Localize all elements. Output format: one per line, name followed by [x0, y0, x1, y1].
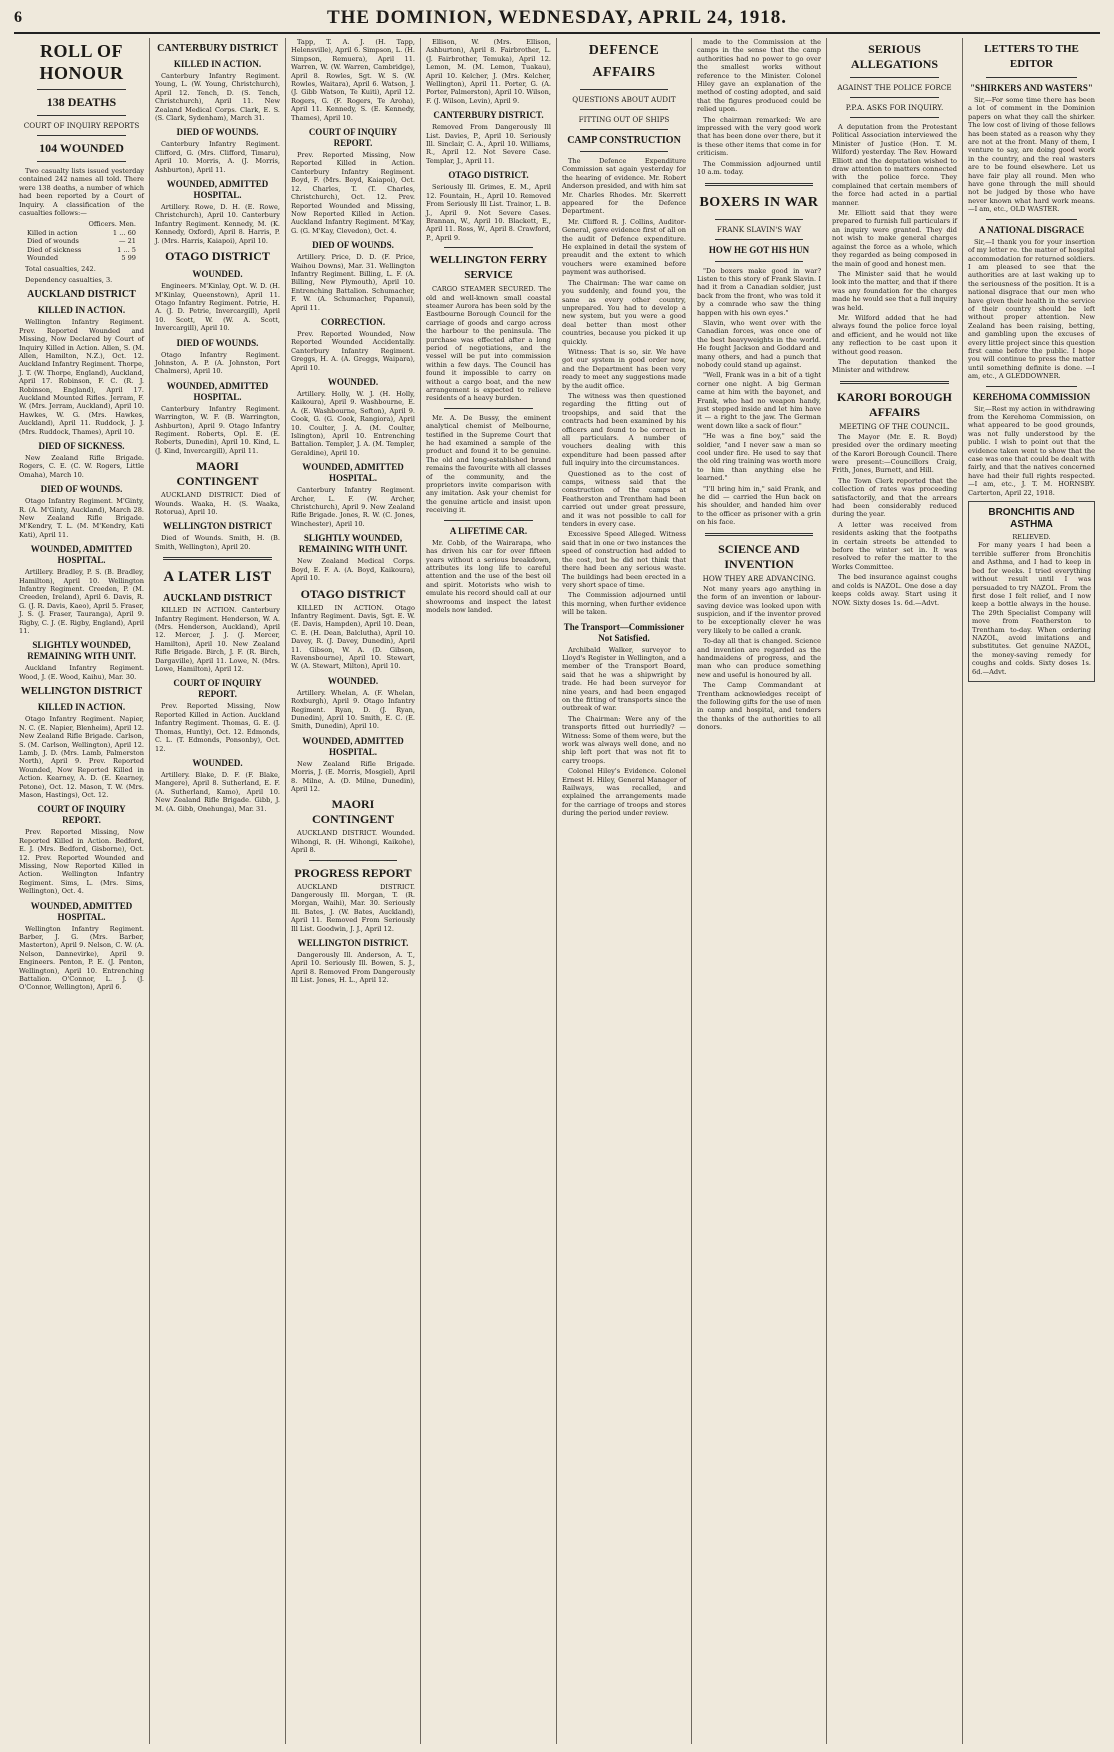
section-heading: SLIGHTLY WOUNDED, REMAINING WITH UNIT.: [298, 533, 408, 555]
section-body: Prev. Reported Missing, Now Reported Killed in Action. Canterbury Infantry Regiment. Boyd, F. (Mrs. Boyd, Kaiapoi), Oct. 12. Charles, T. (T. Charles, Christchurch), Oct. 12. Prev. Reported Wounded and Missing, Now Reported Killed in Action. Auckland Infantry Regiment. M'Kay, G. (G. M'Kay, Clevedon), Oct. 4.: [291, 151, 415, 235]
article-paragraph: The Mayor (Mr. E. R. Boyd) presided over the ordinary meeting of the Karori Borough Council. There were present:—Councillors Craig, Frith, Jones, Burnett, and Hill.: [832, 432, 957, 475]
section-body: Died of Wounds. Smith, H. (B. Smith, Wellington), April 20.: [155, 534, 280, 551]
column-6: [692, 38, 827, 1744]
section-body: Dangerously Ill. Anderson, A. T., April 10. Seriously Ill. Bowen, S. J., April 8. Removed From Dangerously Ill List. Jones, H. L., April 12.: [291, 951, 415, 985]
letter-title: "SHIRKERS AND WASTERS": [970, 83, 1093, 93]
section-body: New Zealand Rifle Brigade. Morris, J. (E. Morris, Mosgiel), April 8. Milne, A. (D. Milne, Dunedin), April 12.: [291, 759, 415, 793]
article-paragraph: The Defence Expenditure Commission sat again yesterday for the hearing of evidence. Mr. Robert Anderson presided, and with him sat Mr. Charles Rhodes. Mr. Skerrett appeared for the Defence Department.: [562, 157, 686, 216]
maori-contingent-heading: MAORI CONTINGENT: [176, 459, 259, 489]
section-heading: WOUNDED, ADMITTED HOSPITAL.: [302, 462, 404, 484]
article-paragraph: The Commission adjourned until this morning, when further evidence will be taken.: [562, 591, 686, 617]
section-body: Artillery. Price, D. D. (F. Price, Waihou Downs), Mar. 31. Wellington Infantry Regiment. Billing, L. F. (A. Billing, New Plymouth), April 10. Entrenching Battalion. Schumacher, F. W. (A. Schumacher, Papanui), April 11.: [291, 253, 415, 312]
article-paragraph: Colonel Hiley's Evidence. Colonel Ernest H. Hiley, General Manager of Railways, was recalled, and explained the arrangements made for the carriage of troops and stores during the period under review.: [562, 767, 686, 818]
article-paragraph: "Do boxers make good in war? Listen to this story of Frank Slavin. I had it from a Canadian soldier, just back from the front, who was told it by a comrade who saw the thing happen with his own eyes.": [697, 266, 821, 317]
subheading: HOW THEY ARE ADVANCING.: [702, 573, 816, 583]
article-paragraph: Slavin, who went over with the Canadian forces, was once one of the best heavyweights in the world. He fought Jackson and Goddard and many others, and had a punch that nobody could stand up against.: [697, 318, 821, 369]
article-paragraph: "Well, Frank was in a bit of a tight corner one night. A big German came at him with the bayonet, and Frank, who had no weapon handy, just stepped inside and let him have it — a right to the jaw. The German went down like a sack of flour.": [697, 371, 821, 430]
section-body: Wellington Infantry Regiment. Barber, J. G. (Mrs. Barber, Masterton), April 9. Nelson, C. W. (A. Nelson, Dannevirke), April 9. Engineers. Penton, P. E. (J. Penton, Wellington), April 10. Entrenching Battalion. O'Connor, L. J. (J. O'Connor, Wellington), April 6.: [19, 924, 144, 992]
section-heading: DIED OF SICKNESS.: [38, 440, 125, 451]
letter-body: For some time there has been a lot of comment in the Dominion papers on what they call the shirker. The low cost of living of those fellows has been stated as a reason why they are not at the front. Many of them, I venture to say, are doing good work in the country, and the real wasters are to be found elsewhere. Let us have fair play all round. Men who have gone through the mill should not be judged by those who have never known what hard work means. —I am, etc., OLD WASTER.: [968, 96, 1095, 214]
article-paragraph: The Chairman: The war came on you suddenly, and found you, the same as every other country, unprepared. You had to develop a new system, but you were a good deal better than most other countries, because you picked it up quickly.: [562, 278, 686, 346]
article-paragraph: Mr. Clifford R. J. Collins, Auditor-General, gave evidence first of all on the audit of Defence expenditure. He explained in detail the system of preaudit and the extent to which vouchers were examined before payment was authorised.: [562, 217, 686, 277]
article-paragraph: A letter was received from residents asking that the footpaths in certain streets be attended to before the winter set in. It was resolved to refer the matter to the Works Committee.: [832, 520, 957, 571]
section-body: Otago Infantry Regiment. M'Ginty, R. (A. M'Ginty, Auckland), March 28. New Zealand Rifle Brigade. M'Kendry, T. L. (M. M'Kendry, Kati Kati), April 11.: [19, 497, 144, 539]
section-body: CARGO STEAMER SECURED. The old and well-known small coastal steamer Aurora has been sold by the Eastbourne Borough Council for the carriage of goods and cargo across the harbour to the peninsula. The purchase was effected after a long period of negotiations, and the vessel will be put into commission within a few days. The Council has found it impossible to carry on without a cargo boat, and the new arrangement is expected to relieve residents of a heavy burden.: [426, 285, 551, 403]
section-heading: KILLED IN ACTION.: [37, 305, 126, 316]
section-heading: DIED OF WOUNDS.: [40, 484, 123, 495]
section-heading: WOUNDED, ADMITTED HOSPITAL.: [302, 735, 404, 757]
karori-borough-headline: KARORI BOROUGH AFFAIRS: [836, 389, 952, 419]
subheading: HOW HE GOT HIS HUN: [708, 244, 810, 255]
section-body: Artillery. Whelan, A. (F. Whelan, Roxburgh), April 9. Otago Infantry Regiment. Ryan, D. (J. Ryan, Dunedin), April 10. Smith, E. C. (E. Smith, Dunedin), April 10.: [291, 688, 415, 731]
page-number: 6: [14, 9, 22, 26]
article-paragraph: "He was a fine boy," said the soldier, "and I never saw a man so cool under fire. He used to say that the old ring training was worth more to him than anything else he learned.": [697, 432, 821, 483]
section-heading: WOUNDED, ADMITTED HOSPITAL.: [166, 380, 269, 402]
article-paragraph: The Town Clerk reported that the collection of rates was proceeding satisfactorily, and that the arrears had been considerably reduced during the year.: [832, 476, 957, 519]
column-3: [286, 38, 421, 1744]
maori-contingent-heading: MAORI CONTINGENT: [311, 797, 394, 827]
section-body: Canterbury Infantry Regiment. Warrington, W. F. (B. Warrington, Ashburton), April 9. Otago Infantry Regiment. Roberts, Opl. E. (E. Roberts, Dunedin), April 10. Kind, L. (J. Kind, Invercargill), April 11.: [155, 404, 280, 455]
article-paragraph: Not many years ago anything in the form of an invention or labour-saving device was looked upon with suspicion, and if the inventor proved to be exceptionally clever he was very likely to be called a crank.: [697, 584, 821, 635]
ad-body: For many years I had been a terrible sufferer from Bronchitis and Asthma, and I had to keep in bed for weeks. I tried everything without result until I was persuaded to try NAZOL. From the first dose I felt relief, and I now keep a bottle always in the house. The 29th Specialist Company will move from Featherston to Trentham to-day. When ordering NAZOL, avoid imitations and substitutes. Get genuine NAZOL, the money-saving remedy for coughs and colds. Sixty doses 1s. 6d.—Advt.: [972, 541, 1091, 676]
stats-row: Died of wounds — 21: [27, 237, 136, 246]
article-paragraph: Mr. Elliott said that they were prepared to furnish full particulars if an inquiry were granted. They did not wish to make general charges against the force as a whole, which they regarded as being composed in the main of good and honest men.: [832, 209, 957, 268]
article-paragraph: made to the Commission at the camps in the sense that the camp authorities had no power to go over the smallest works without reference to the Minister. Colonel Hiley gave an explanation of the method of costing adopted, and said that the figures produced could be relied upon.: [697, 38, 821, 114]
dependency-casualties: Dependency casualties, 3.: [25, 275, 113, 284]
section-heading: DIED OF WOUNDS.: [176, 337, 259, 348]
article-paragraph: The Camp Commandant at Trentham acknowledges receipt of the following gifts for the use of men in camp and hospital, and tenders the thanks of the authorities to all donors.: [697, 681, 821, 732]
section-body: KILLED IN ACTION. Canterbury Infantry Regiment. Henderson, W. A. (Mrs. Henderson, Auckland), April 12. Mercer, J. J. (J. Mercer, Hamilton), April 10. New Zealand Rifle Brigade. Birch, J. F. (R. Birch, Dargaville), April 11. Lowe, N. (Mrs. Lowe, Hamilton), April 12.: [155, 606, 280, 674]
section-body: Otago Infantry Regiment. Johnston, A. P. (A. Johnston, Port Chalmers), April 10.: [155, 350, 280, 376]
section-body: Artillery. Bradley, P. S. (B. Bradley, Hamilton), April 10. Wellington Infantry Regiment. Creeden, P. (M. Creeden, Ireland), April 6. Davis, R. G. (J. R. Davis, Kaeo), April 5. Fraser, J. S. (J. Fraser, Tauranga), April 9. Rigby, C. J. (E. Rigby, England), April 11.: [19, 568, 144, 636]
advertisement-text: Mr. Cobb, of the Wairarapa, who has driven his car for over fifteen years without a serious breakdown, attributes its long life to careful attention and the use of the best oil and spirit. Motorists who wish to emulate his record should call at our showrooms and inspect the latest models now landed.: [426, 538, 551, 614]
ad-title: BRONCHITIS AND ASTHMA: [988, 507, 1075, 531]
subheading: QUESTIONS ABOUT AUDIT: [572, 95, 676, 104]
masthead: [14, 4, 1100, 34]
subheading: The Transport—Commissioner Not Satisfied.: [563, 621, 685, 643]
stats-row: Killed in action 1 ... 60: [27, 228, 136, 237]
article-paragraph: The deputation thanked the Minister and withdrew.: [832, 357, 957, 375]
section-body: Auckland Infantry Regiment. Wood, J. (E. Wood, Kaihu), Mar. 30.: [19, 664, 144, 681]
section-heading: WOUNDED, ADMITTED HOSPITAL.: [166, 179, 269, 201]
section-heading: SLIGHTLY WOUNDED, REMAINING WITH UNIT.: [27, 640, 136, 662]
section-body: AUCKLAND DISTRICT. Wounded. Wihongi, R. (H. Wihongi, Kaikohe), April 8.: [291, 829, 415, 855]
column-5: [557, 38, 692, 1744]
later-list-heading: A LATER LIST: [163, 569, 272, 586]
subheading: CAMP CONSTRUCTION: [567, 135, 681, 146]
section-body: Artillery. Blake, D. F. (F. Blake, Mangere), April 8. Sutherland, E. F. (A. Sutherland, Kamo), April 10. New Zealand Rifle Brigade. Gibb, J. M. (A. Gibb, Onehunga), Mar. 31.: [155, 770, 280, 813]
section-body: Engineers. M'Kinlay, Opt. W. D. (H. M'Kinlay, Queenstown), April 11. Otago Infantry Regiment. Petrie, H. A. (J. D. Petrie, Invercargill), April 10. Scott, W. (W. A. Scott, Invercargill), April 10.: [155, 282, 280, 333]
section-body: Canterbury Infantry Regiment. Young, L. (W. Young, Christchurch), April 12. Tench, D. (S. Tench, Christchurch), April 11. New Zealand Medical Corps. Clark, E. S. (S. Clark, Sydenham), March 31.: [155, 72, 280, 123]
section-body: Seriously Ill. Grimes, E. M., April 12. Fountain, H., April 10. Removed From Seriously Ill List. Trainor, L. B. J., April 9. Not Severe Cases. Brannan, W., April 10. Blackett, E., April 11. Ross, W., April 8. Crawford, P., April 9.: [426, 183, 551, 242]
article-paragraph: A deputation from the Protestant Political Association interviewed the Minister of Justice (Hon. T. M. Wilford) yesterday. The Rev. Howard Elliott and the deputation wished to draw attention to matters connected with the police force. They complained that certain members of the force had acted in a partial manner.: [832, 123, 957, 207]
casualty-table: [19, 220, 144, 262]
column-2: [150, 38, 286, 1744]
subheading: P.P.A. ASKS FOR INQUIRY.: [845, 103, 944, 112]
section-heading: WELLINGTON DISTRICT: [162, 521, 273, 532]
stats-header: Officers. Men.: [88, 220, 136, 229]
article-paragraph: To-day all that is changed. Science and invention are regarded as the handmaidens of progress, and the man who can produce something new and useful is honoured by all.: [697, 637, 821, 679]
letter-title: KEREHOMA COMMISSION: [972, 391, 1091, 402]
section-heading: WOUNDED, ADMITTED HOSPITAL.: [30, 900, 133, 922]
article-paragraph: The Chairman: Were any of the transports fitted out hurriedly? — Witness: Some of them were, but the work was always well done, and no ship left port that was not fit to carry troops.: [562, 714, 686, 765]
section-heading: OTAGO DISTRICT.: [448, 170, 529, 181]
ferry-service-heading: WELLINGTON FERRY SERVICE: [429, 254, 548, 282]
article-paragraph: Witness: That is so, sir. We have got our system in good order now, and the Department has been very ready to meet any suggestions made by the audit office.: [562, 347, 686, 390]
letter-title: A NATIONAL DISGRACE: [978, 224, 1085, 235]
section-body: Removed From Dangerously Ill List. Davies, P., April 10. Seriously Ill. Sinclair, C. A., April 10. Williams, R., April 12. Not Severe Case. Templar, J., April 11.: [426, 123, 551, 165]
progress-report-heading: PROGRESS REPORT: [294, 865, 412, 880]
section-heading: KILLED IN ACTION.: [37, 702, 126, 713]
stats-row: Wounded 5 99: [27, 254, 136, 263]
article-paragraph: The chairman remarked: We are impressed with the very good work that has been done over there, but it is these other items that come in for criticism.: [697, 115, 821, 158]
section-heading: COURT OF INQUIRY REPORT.: [173, 678, 262, 700]
article-paragraph: The witness was then questioned regarding the fitting out of troopships, and said that the contracts had been examined by his officers and found to be correct in all particulars. A number of vouchers dealing with this expenditure had been passed after full inquiry into the circumstances.: [562, 391, 686, 468]
article-paragraph: Archibald Walker, surveyor to Lloyd's Register in Wellington, and a member of the Transport Board, said that he was a shipwright by trade. He had been surveyor for nine years, and had been engaged on the fitting of transports since the outbreak of war.: [562, 645, 686, 713]
column-7: [827, 38, 963, 1744]
section-body: Ellison, W. (Mrs. Ellison, Ashburton), April 8. Fairbrother, L. (J. Fairbrother, Temuka), April 12. Lemon, M. (M. Lemon, Tuakau), April 10. Kelcher, J. (Mrs. Kelcher, Wellington), April 11. Porter, G. (A. Porter, Palmerston), April 10. Wilson, F. (J. Wilson, Levin), April 9.: [426, 38, 551, 105]
district-heading: CANTERBURY DISTRICT: [157, 43, 278, 54]
article-paragraph: The Minister said that he would look into the matter, and that if there was any foundation for the charges made he would see that a full inquiry was held.: [832, 269, 957, 312]
court-inquiry-subhead: COURT OF INQUIRY REPORTS: [23, 121, 140, 130]
section-heading: COURT OF INQUIRY REPORT.: [308, 127, 398, 149]
section-heading: WOUNDED.: [327, 377, 379, 387]
advertisement: [968, 501, 1095, 682]
column-1: [14, 38, 150, 1744]
roll-of-honour-headline: ROLL OF HONOUR: [39, 41, 124, 83]
article-paragraph: "I'll bring him in," said Frank, and he did — carried the Hun back on his shoulder, and handed him over to the officer as prisoner with a grin on his face.: [697, 484, 821, 527]
article-paragraph: Mr. Wilford added that he had always found the police force loyal and efficient, and he would not like any reflection to be cast upon it without good reason.: [832, 313, 957, 356]
science-invention-headline: SCIENCE AND INVENTION: [718, 541, 800, 571]
casualty-intro: Two casualty lists issued yesterday contained 242 names all told. There were 138 deaths, a number of which had been reported by a Court of Inquiry. A classification of the casualties follows:—: [19, 167, 144, 218]
section-heading: KILLED IN ACTION.: [173, 59, 262, 69]
section-body: KILLED IN ACTION. Otago Infantry Regiment. Davis, Sgt. E. W. (E. Davis, Hampden), April 10. Dean, C. E. (H. Dean, Balclutha), April 10. Davey, R. (J. Davey, Dunedin), April 11. Gibson, W. A. (D. Gibson, Ravensbourne), April 10. Stewart, W. (A. Stewart, Milton), April 10.: [291, 603, 415, 671]
article-paragraph: Excessive Speed Alleged. Witness said that in one or two instances the speed of construction had added to the cost, but he did not think that there had been any serious waste. The buildings had been erected in a very short space of time.: [562, 530, 686, 589]
subheading: FITTING OUT OF SHIPS: [578, 115, 670, 124]
section-body: New Zealand Medical Corps. Boyd, E. F. A. (A. Boyd, Kaikoura), April 10.: [291, 557, 415, 583]
district-heading: OTAGO DISTRICT: [300, 586, 406, 601]
columns: [14, 38, 1100, 1744]
letter-body: Sir,—I thank you for your insertion of my letter re. the matter of hospital accommodation for returned soldiers. I am pleased to see that the authorities are at last waking up to the seriousness of the position. It is a national disgrace that our men who have given their health in the service of their country should be left without proper attention. New Zealand has been raising, betting, and gambling upon the excuses of every little project since this question first came before the public. I hope you will continue to press the matter until something definite is done. —I am, etc., A GLEDDOWNER.: [968, 237, 1095, 381]
section-heading: WOUNDED, ADMITTED HOSPITAL.: [30, 544, 133, 566]
subheading: MEETING OF THE COUNCIL.: [839, 421, 950, 431]
advertisement-text: Mr. A. De Bussy, the eminent analytical chemist of Melbourne, testified in the Supreme Court that he had examined a sample of the product and found it to be genuine. The old and long-established brand remains the favourite with all classes of the community, and the proprietors invite comparison with any imitation. Ask your chemist for the genuine article and insist upon receiving it.: [426, 413, 551, 515]
section-body: Artillery. Rowe, D. H. (E. Rowe, Christchurch), April 10. Canterbury Infantry Regiment. Kennedy, M. (K. Kennedy, Oxford), April 8. Harris, P. J. (Mrs. Harris, Kaiapoi), April 10.: [155, 203, 280, 245]
section-heading: CORRECTION.: [320, 316, 386, 327]
newspaper-title: THE DOMINION, WEDNESDAY, APRIL 24, 1918.: [326, 7, 788, 28]
section-body: Tapp, T. A. J. (H. Tapp, Helensville), April 6. Simpson, L. (H. Simpson, Remuera), April 11. Warren, W. (W. Warren, Cambridge), April 8. Rowles, Sgt. W. S. (W. Rowles, Waitara), April 6. Watson, J. (J. Gibb Watson, Te Kuiti), April 12. Rogers, G. (F. Rogers, Te Aroha), April 11. Kennedy, S. (E. Kennedy, Thames), April 10.: [291, 38, 415, 122]
section-heading: WOUNDED.: [192, 757, 243, 768]
section-body: Canterbury Infantry Regiment. Clifford, G. (Mrs. Clifford, Timaru), April 10. Morris, A. (J. Morris, Ashburton), April 11.: [155, 140, 280, 174]
letters-to-editor-headline: LETTERS TO THE EDITOR: [984, 43, 1079, 70]
district-heading: OTAGO DISTRICT: [165, 249, 270, 264]
section-heading: WOUNDED.: [192, 269, 243, 280]
section-heading: DIED OF WOUNDS.: [312, 240, 394, 251]
serious-allegations-headline: SERIOUS ALLEGATIONS: [850, 42, 939, 71]
letter-body: Sir,—Rest my action in withdrawing from the Kerehoma Commission, on what appeared to be good grounds, was not fully understood by the public. I wish to point out that the evidence taken went to show that the case was one that could be dealt with fairly, and that the natives concerned have had their full rights respected. —I am, etc., J. T. M. HORNSBY. Carterton, April 22, 1918.: [968, 404, 1095, 497]
subheading: AGAINST THE POLICE FORCE: [837, 83, 952, 92]
section-heading: A LIFETIME CAR.: [449, 525, 528, 536]
section-body: Wellington Infantry Regiment. Prev. Reported Wounded and Missing, Now Declared by Court of Inquiry Killed in Action. Allen, S. (M. Allen, Hamilton, N.Z.), Oct. 12. Auckland Infantry Regiment. Thorpe, J. T. (W. Thorpe, England), Auckland, April 17. Robinson, F. C. (R. J. Robinson, England), April 17. Auckland Mounted Rifles. Jerram, F. W. (Mrs. Jerram, Auckland), April 10. Hawkes, W. G. (Mrs. Hawkes, Auckland), April 11. Ruddock, J. J. (Mrs. Ruddock, Thames), April 10.: [19, 318, 144, 436]
advertisement-text: The bed insurance against coughs and colds is NAZOL. One dose a day keeps colds away. Start using it NOW. Sixty doses 1s. 6d.—Advt.: [832, 573, 957, 607]
section-heading: CANTERBURY DISTRICT.: [433, 110, 544, 121]
boxers-in-war-headline: BOXERS IN WAR: [699, 194, 819, 210]
article-paragraph: The Commission adjourned until 10 a.m. today.: [697, 159, 821, 177]
deaths-subhead: 138 DEATHS: [46, 95, 117, 109]
section-heading: WELLINGTON DISTRICT.: [297, 938, 409, 949]
section-heading: DIED OF WOUNDS.: [176, 127, 259, 138]
district-heading: AUCKLAND DISTRICT: [27, 289, 136, 301]
district-heading: AUCKLAND DISTRICT: [163, 593, 272, 605]
section-body: New Zealand Rifle Brigade. Rogers, C. E. (C. W. Rogers, Little Omaha), March 10.: [19, 453, 144, 479]
section-heading: WOUNDED.: [327, 675, 379, 686]
section-body: Otago Infantry Regiment. Napier, N. C. (E. Napier, Blenheim), April 12. New Zealand Rifle Brigade. Carlson, S. (M. Carlson, Wellington), April 12. Lamb, J. D. (Mrs. Lamb, Palmerston North), April 9. Prev. Reported Wounded, Now Reported Killed in Action. Kearney, A. D. (E. Kearney, Petone), Oct. 12. Mason, T. W. (Mrs. Mason, Hastings), Oct. 12.: [19, 715, 144, 799]
total-casualties: Total casualties, 242.: [25, 265, 96, 274]
section-body: Prev. Reported Wounded, Now Reported Wounded Accidentally. Canterbury Infantry Regiment. Greggs, H. A. (A. Greggs, Waipara), April 10.: [291, 329, 415, 372]
section-body: AUCKLAND DISTRICT. Died of Wounds. Waaka, H. (S. Waaka, Rotorua), April 10.: [155, 491, 280, 516]
wounded-subhead: 104 WOUNDED: [39, 141, 124, 155]
section-body: Artillery. Holly, W. J. (H. Holly, Kaikoura), April 9. Washbourne, E. A. (E. Washbourne, Sefton), April 9. Cook, G. (G. Cook, Rangiora), April 10. Coulter, J. A. (M. Coulter, Islington), April 10. Entrenching Battalion. Templer, J. A. (M. Templer, Geraldine), April 10.: [291, 390, 415, 457]
letter-salutation: Sir,—: [974, 96, 992, 104]
section-body: AUCKLAND DISTRICT. Dangerously Ill. Morgan, T. (R. Morgan, Waihi), Mar. 30. Seriously Ill. Bates, J. (W. Bates, Auckland), April 11. Removed From Seriously Ill List. Goodwin, J. J., April 12.: [291, 882, 415, 933]
ad-subtitle: RELIEVED.: [1012, 533, 1051, 542]
section-body: Prev. Reported Missing, Now Reported Killed in Action. Bedford, E. J. (Mrs. Bedford, Gisborne), Oct. 12. Prev. Reported Wounded and Missing, Now Reported Killed in Action. Wellington Infantry Regiment. Sims, L. (Mrs. Sims, Wellington), Oct. 4.: [19, 828, 144, 896]
section-body: Canterbury Infantry Regiment. Archer, L. F. (W. Archer, Christchurch), April 9. New Zealand Rifle Brigade. Jones, R. W. (C. Jones, Winchester), April 10.: [291, 486, 415, 528]
column-4: [421, 38, 557, 1744]
section-body: Prev. Reported Missing, Now Reported Killed in Action. Auckland Infantry Regiment. Thomas, G. E. (J. Thomas, Huntly), Oct. 12. Edmonds, C. L. (T. Edmonds, Ponsonby), Oct. 12.: [155, 702, 280, 753]
stats-row: Died of sickness 1 ... 5: [27, 245, 136, 254]
defence-affairs-headline: DEFENCE AFFAIRS: [588, 43, 660, 80]
column-8: [963, 38, 1100, 1744]
subheading: FRANK SLAVIN'S WAY: [716, 224, 802, 234]
article-paragraph: Questioned as to the cost of camps, witness said that the construction of the camps at Featherston and Trentham had been carried out under great pressure, and it was not possible to call for tenders in every case.: [562, 469, 686, 529]
district-heading: WELLINGTON DISTRICT: [20, 686, 143, 698]
section-heading: COURT OF INQUIRY REPORT.: [37, 804, 126, 826]
